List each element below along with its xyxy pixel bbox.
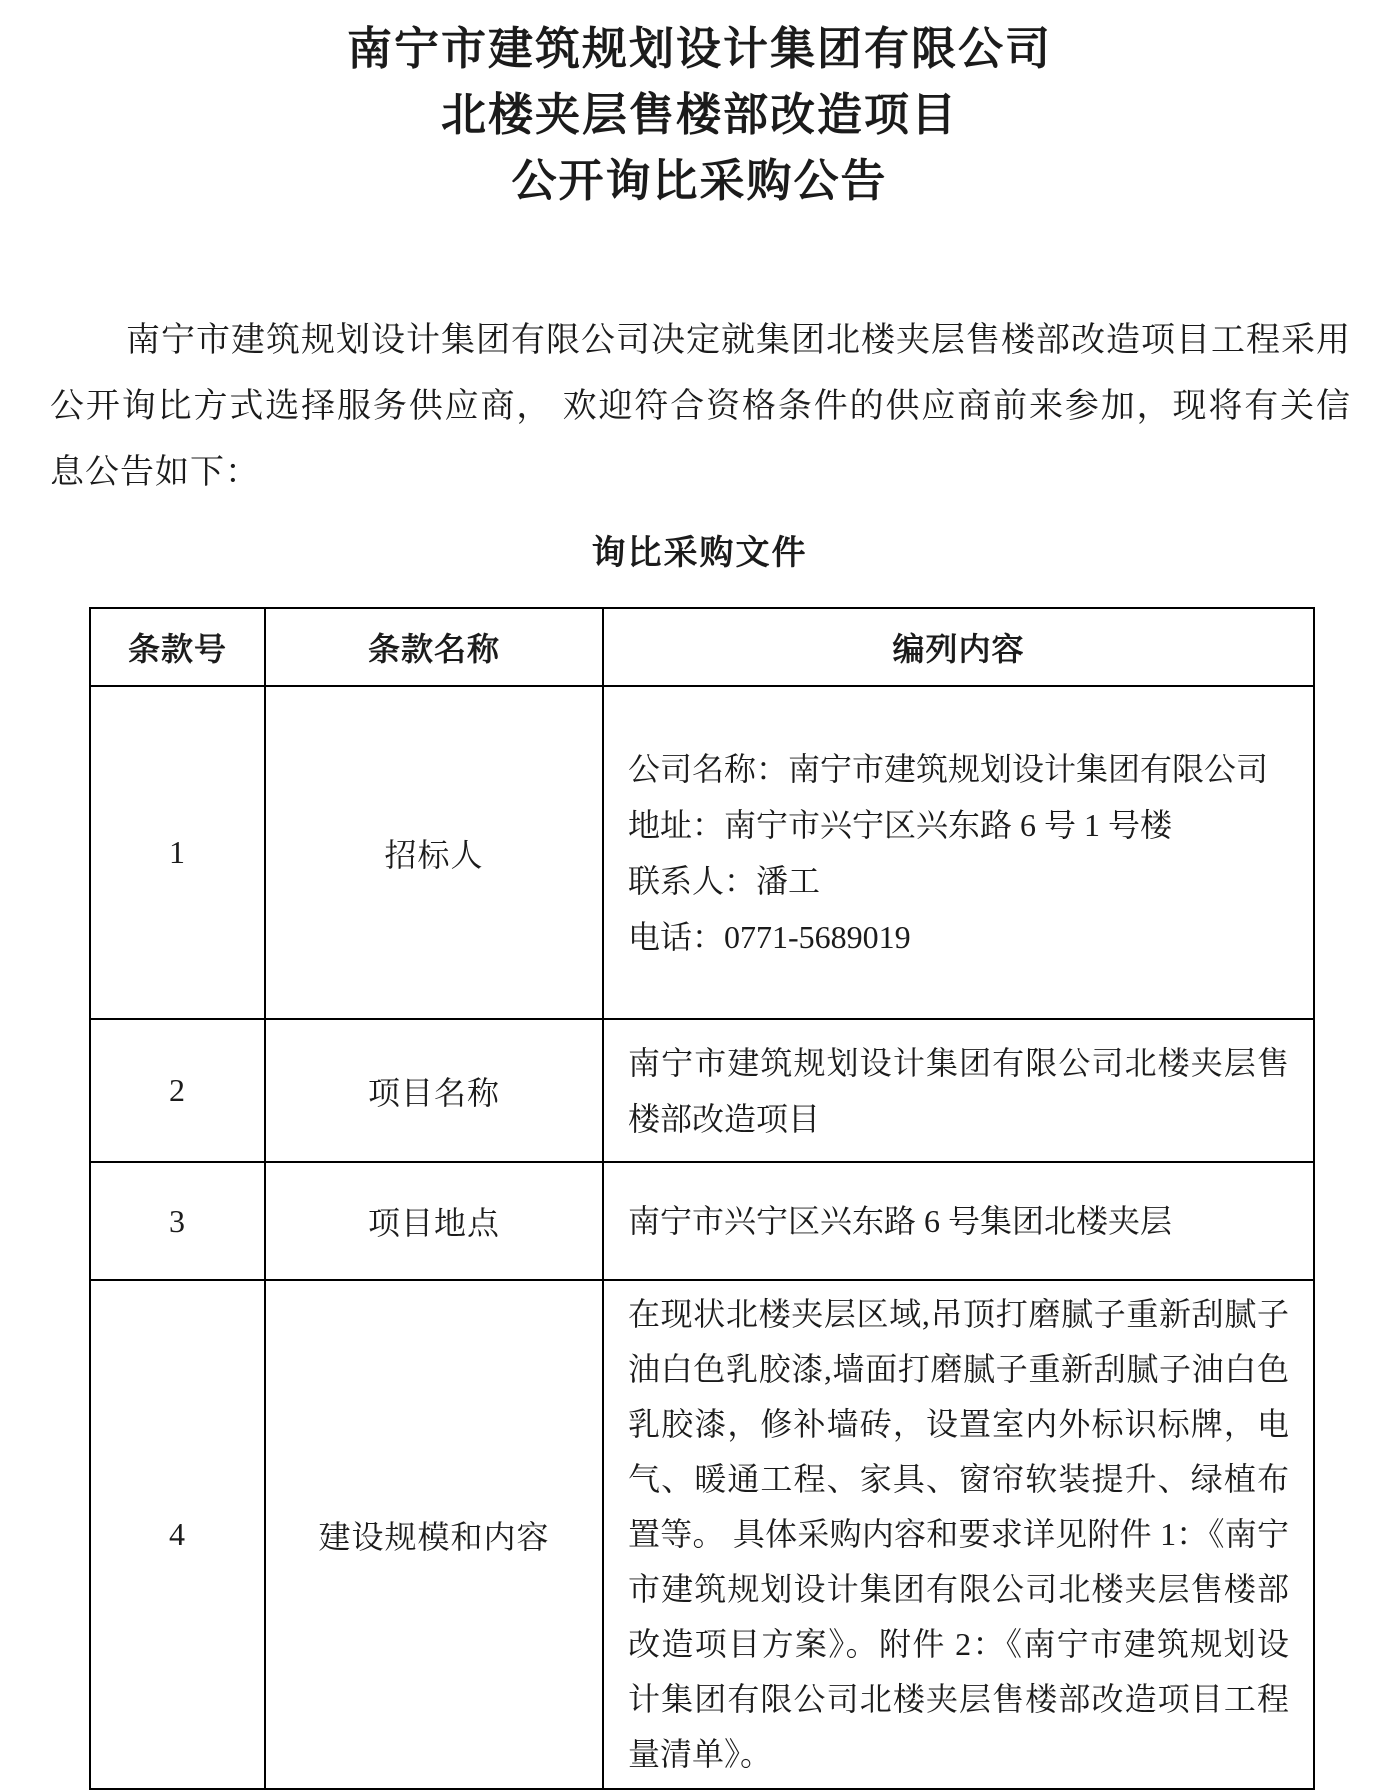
col-header-content: 编列内容 — [603, 608, 1314, 686]
doc-title-line-3: 公开询比采购公告 — [511, 156, 888, 206]
table-header-row — [90, 608, 1314, 686]
doc-title — [0, 16, 1399, 214]
content-line: 公司名称：南宁市建筑规划设计集团有限公司 — [628, 750, 1269, 787]
content-line: 地址：南宁市兴宁区兴东路 6 号 1 号楼 — [628, 806, 1173, 843]
table-row — [90, 1280, 1314, 1789]
table-caption: 询比采购文件 — [591, 535, 808, 572]
term-content-cell — [603, 686, 1314, 1019]
term-no-cell: 4 — [90, 1280, 265, 1789]
content-line: 南宁市建筑规划设计集团有限公司北楼夹层售楼部改造项目 — [628, 1044, 1289, 1137]
term-no-cell: 1 — [90, 686, 265, 1019]
term-name-cell: 建设规模和内容 — [265, 1280, 603, 1789]
col-header-term-no: 条款号 — [90, 608, 265, 686]
table-row — [90, 1162, 1314, 1280]
table-row — [90, 686, 1314, 1019]
col-header-term-name: 条款名称 — [265, 608, 603, 686]
table-row — [90, 1019, 1314, 1162]
doc-title-line-1: 南宁市建筑规划设计集团有限公司 — [346, 24, 1052, 74]
term-content-cell — [603, 1280, 1314, 1789]
term-content-cell — [603, 1162, 1314, 1280]
intro-paragraph: 南宁市建筑规划设计集团有限公司决定就集团北楼夹层售楼部改造项目工程采用公开询比方式选择服务供应商， 欢迎符合资格条件的供应商前来参加，现将有关信息公告如下： — [50, 322, 1351, 491]
term-no-cell: 2 — [90, 1019, 265, 1162]
term-name-cell: 招标人 — [265, 686, 603, 1019]
term-name-cell: 项目地点 — [265, 1162, 603, 1280]
content-line: 电话：0771-5689019 — [628, 918, 911, 955]
term-content-cell — [603, 1019, 1314, 1162]
procurement-terms-table — [89, 607, 1315, 1790]
content-line: 在现状北楼夹层区域,吊顶打磨腻子重新刮腻子油白色乳胶漆,墙面打磨腻子重新刮腻子油白色乳胶漆，修补墙砖，设置室内外标识标牌，电气、暖通工程、家具、窗帘软装提升、绿植布置等。 具体采购内容和要求详见附件 1：《南宁市建筑规划设计集团有限公司北楼夹层售楼部改造项目方案》。附件 2：《南宁市建筑规划设计集团有限公司北楼夹层售楼部改造项目工程量清单》。 — [628, 1296, 1289, 1772]
content-line: 联系人：潘工 — [628, 862, 821, 899]
content-line: 南宁市兴宁区兴东路 6 号集团北楼夹层 — [628, 1203, 1173, 1239]
term-no-cell: 3 — [90, 1162, 265, 1280]
doc-title-line-2: 北楼夹层售楼部改造项目 — [440, 90, 958, 140]
term-name-cell: 项目名称 — [265, 1019, 603, 1162]
